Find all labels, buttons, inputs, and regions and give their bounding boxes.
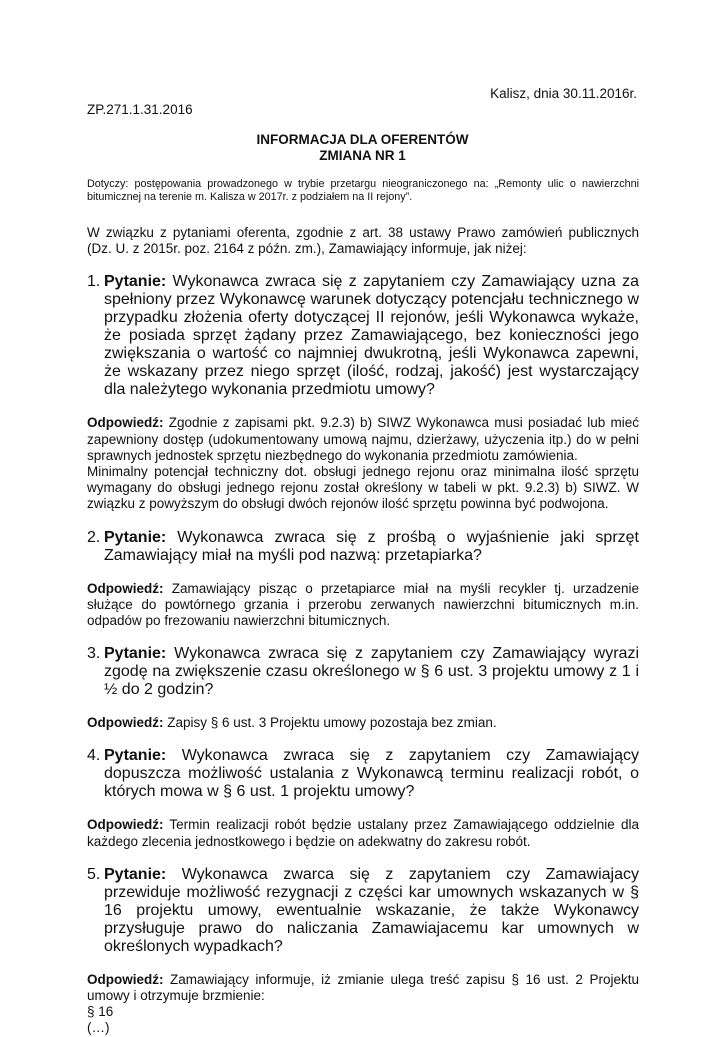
subject-text: Dotyczy: postępowania prowadzonego w trybie przetargu nieograniczonego na: „Remonty ulic o nawierzchni bitumicznej na terenie m. Kalisza w 2017r. z podziałem na II rejony”. [87, 178, 639, 203]
title-line-2: ZMIANA NR 1 [319, 148, 406, 163]
ellipsis-line: (…) [87, 1020, 110, 1036]
answer-text: Odpowiedź: Zgodnie z zapisami pkt. 9.2.3) b) SIWZ Wykonawca musi posiadać lub mieć zapewniony dostęp (udokumentowany umową najmu, dzierżawy, użyczenia itp.) do w pełni sprawnych jednostek sprzętu niezbędnego do wykonania przedmiotu zamówienia. [87, 415, 639, 463]
question-text: Pytanie: Wykonawca zwraca się z zapytaniem czy Zamawiający uzna za spełniony przez Wykonawcę warunek dotyczący potencjału technicznego w przypadku złożenia oferty dotyczącej II rejonów, jeśli Wykonawca wykaże, że posiada sprzęt żądany przez Zamawiającego, bez konieczności jego zwiększania o wartość co najmniej dwukrotną, jeśli Wykonawca zapewni, że wskazany przez niego sprzęt (ilość, rodzaj, jakość) jest wystarczający dla należytego wykonania przedmiotu umowy? [104, 273, 639, 399]
question-text: Pytanie: Wykonawca zwraca się z zapytaniem czy Zamawiający wyrazi zgodę na zwiększenie czasu określonego w § 6 ust. 3 projektu umowy z 1 i ½ do 2 godzin? [104, 645, 639, 699]
place-date: Kalisz, dnia 30.11.2016r. [490, 86, 637, 101]
question-2 [87, 529, 639, 565]
answer-label: Odpowiedź: [87, 971, 164, 987]
question-4 [87, 747, 639, 801]
answer-label: Odpowiedź: [87, 715, 164, 731]
answer-label: Odpowiedź: [87, 415, 164, 431]
question-label: Pytanie: [104, 273, 167, 291]
answer-label: Odpowiedź: [87, 580, 164, 596]
section-symbol-line: § 16 [87, 1004, 114, 1020]
question-number: 3. [87, 645, 101, 663]
title-line-1: INFORMACJA DLA OFERENTÓW [256, 132, 469, 147]
question-text: Pytanie: Wykonawca zwraca się z prośbą o wyjaśnienie jaki sprzęt Zamawiający miał na myśli pod nazwą: przetapiarka? [104, 528, 639, 564]
question-3 [87, 645, 639, 699]
document-title [0, 132, 725, 164]
question-text: Pytanie: Wykonawca zwraca się z zapytaniem czy Zamawiający dopuszcza możliwość ustalania z Wykonawcą terminu realizacji robót, o których mowa w § 6 ust. 1 projektu umowy? [104, 747, 639, 801]
reference-number: ZP.271.1.31.2016 [87, 102, 193, 117]
answer-5 [87, 972, 639, 1037]
question-5 [87, 866, 639, 956]
question-1 [87, 273, 639, 399]
intro-paragraph: W związku z pytaniami oferenta, zgodnie z art. 38 ustawy Prawo zamówień publicznych (Dz. U. z 2015r. poz. 2164 z późn. zm.), Zamawiający informuje, jak niżej: [87, 225, 639, 257]
answer-4: Odpowiedź: Termin realizacji robót będzie ustalany przez Zamawiającego oddzielnie dla każdego zlecenia jednostkowego i będzie on adekwatny do zakresu robót. [87, 817, 639, 849]
question-number: 1. [87, 273, 101, 291]
question-label: Pytanie: [104, 865, 167, 883]
answer-label: Odpowiedź: [87, 817, 164, 833]
answer-text-continued: Minimalny potencjał techniczny dot. obsługi jednego rejonu oraz minimalna ilość sprzętu wymagany do obsługi jednego rejonu został określony w tabeli w pkt. 9.2.3) b) SIWZ. W związku z powyższym do obsługi dwóch rejonów ilość sprzętu powinna być podwojona. [87, 464, 639, 512]
question-number: 2. [87, 528, 101, 546]
question-label: Pytanie: [104, 747, 167, 765]
question-number: 5. [87, 865, 101, 883]
question-text: Pytanie: Wykonawca zwarca się z zapytaniem czy Zamawiajacy przewiduje możliwość rezygnacji z części kar umownych wskazanych w § 16 projektu umowy, ewentualnie wskazanie, że także Wykonawcy przysługuje prawo do naliczania Zamawiajacemu kar umownych w określonych wypadkach? [104, 865, 639, 955]
question-label: Pytanie: [104, 528, 167, 546]
answer-3: Odpowiedź: Zapisy § 6 ust. 3 Projektu umowy pozostaja bez zmian. [87, 715, 497, 731]
answer-2: Odpowiedź: Zamawiający pisząc o przetapiarce miał na myśli recykler tj. urzadzenie służące do powtórnego grzania i przerobu zerwanych nawierzchni bitumicznych m.in. odpadów po frezowaniu nawierzchni bitumicznych. [87, 580, 639, 629]
question-number: 4. [87, 747, 101, 765]
answer-1 [87, 415, 639, 512]
document-body [87, 178, 639, 1037]
answer-text: Odpowiedź: Zamawiający informuje, iż zmianie ulega treść zapisu § 16 ust. 2 Projektu umowy i otrzymuje brzmienie: [87, 971, 639, 1004]
question-label: Pytanie: [104, 645, 167, 663]
